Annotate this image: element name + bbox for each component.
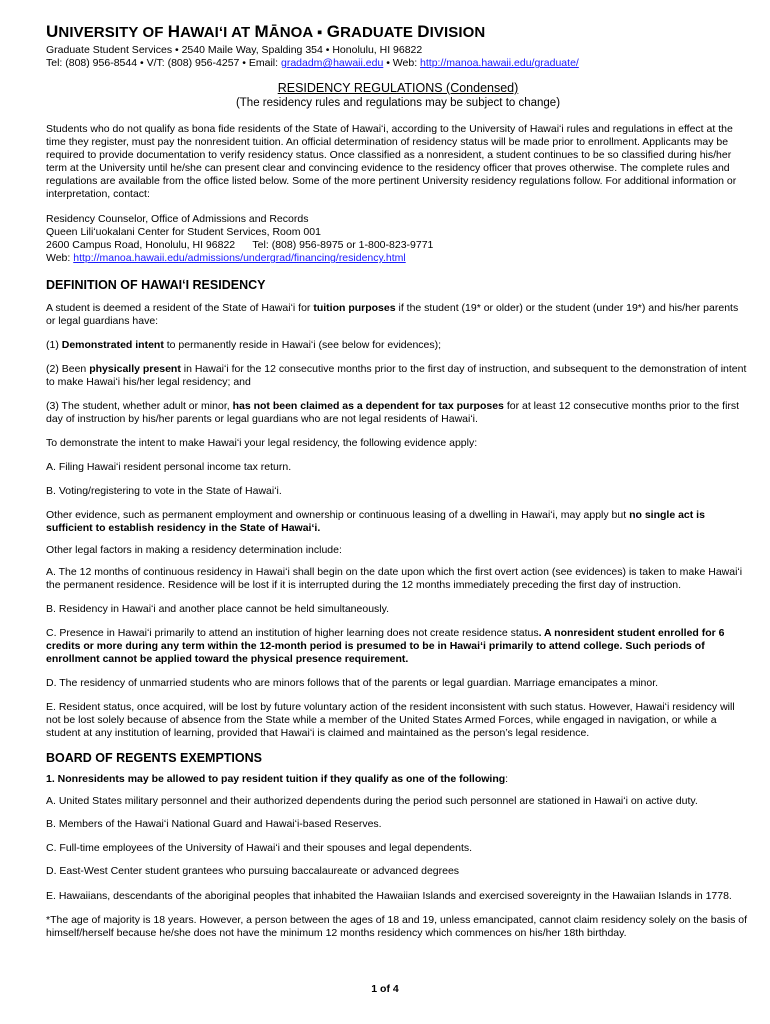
page-number: 1 of 4 <box>371 983 399 995</box>
exemption-e: E. Hawaiians, descendants of the aboriginal peoples that inhabited the Hawaiian Islands and exercised sovereignty in the Hawaiian Islands in 1778. <box>46 890 732 902</box>
exemption-intro: 1. Nonresidents may be allowed to pay resident tuition if they qualify as one of the following: <box>46 773 509 785</box>
criterion-1: (1) Demonstrated intent to permanently reside in Hawaiʻi (see below for evidences); <box>46 339 442 351</box>
exemption-a: A. United States military personnel and their authorized dependents during the period such personnel are stationed in Hawaiʻi on active duty. <box>46 795 698 807</box>
intro-paragraph: Students who do not qualify as bona fide residents of the State of Hawaiʻi, according to the University of Hawaiʻi rules and regulations in effect at the time they register, must pay the nonresident tuition. An official determination of residency status will be made prior to enrollment. Applicants may be required to provide documentation to verify residency status. Once classified as a nonresident, a student continues to be so classified during his/her term at the University until he/she can present clear and convincing evidence to the residency officer that proves otherwise. The complete rules and regulations are available from the office listed below. Some of the more pertinent University residency regulations follow. For additional information or interpretation, contact: <box>46 123 737 200</box>
other-evidence: Other evidence, such as permanent employment and ownership or continuous leasing of a dwelling in Hawaiʻi, may apply but no single act is sufficient to establish residency in the State of Hawaiʻi. <box>46 509 705 534</box>
factor-d: D. The residency of unmarried students who are minors follows that of the parents or legal guardian. Marriage emancipates a minor. <box>46 677 659 689</box>
factor-b: B. Residency in Hawaiʻi and another place cannot be held simultaneously. <box>46 603 390 615</box>
email-link[interactable]: gradadm@hawaii.edu <box>280 57 384 69</box>
evidence-b: B. Voting/registering to vote in the State of Hawaiʻi. <box>46 485 282 497</box>
exemption-c: C. Full-time employees of the University of Hawaiʻi and their spouses and legal dependents. <box>46 842 473 854</box>
counselor-contact: Residency Counselor, Office of Admissions and Records Queen Liliʻuokalani Center for Student Services, Room 001 2600 Campus Road, Honolulu, HI 96822 Tel: (808) 956-8975 or 1-800-823-9771 Web: http://manoa.hawaii.edu/admissions/undergrad/financing/residency.html <box>46 213 434 264</box>
definition-heading: DEFINITION OF HAWAIʻI RESIDENCY <box>46 278 266 292</box>
other-factors-intro: Other legal factors in making a residency determination include: <box>46 544 342 556</box>
factor-a: A. The 12 months of continuous residency in Hawaiʻi shall begin on the date upon which the first overt action (see evidences) is taken to make Hawaiʻi the permanent residence. Residence will be lost if it is interrupted during the 12 months immediately preceding the first day of instruction. <box>46 566 743 591</box>
factor-e: E. Resident status, once acquired, will be lost by future voluntary action of the resident inconsistent with such status. However, Hawaiʻi residency will not be lost solely because of absence from the State while a member of the United States Armed Forces, while engaged in navigation, or while a student at any institution of learning, provided that Hawaiʻi is claimed and maintained as the person’s legal residence. <box>46 701 735 739</box>
graduate-web-link[interactable]: http://manoa.hawaii.edu/graduate/ <box>420 57 579 69</box>
residency-web-link[interactable]: http://manoa.hawaii.edu/admissions/undergrad/financing/residency.html <box>73 252 406 264</box>
age-footnote: *The age of majority is 18 years. However, a person between the ages of 18 and 19, unless emancipated, cannot claim residency solely on the basis of himself/herself because he/she does not have the minimum 12 months residency which commences on his/her 18th birthday. <box>46 914 747 939</box>
criterion-3: (3) The student, whether adult or minor, has not been claimed as a dependent for tax purposes for at least 12 consecutive months prior to the first day of instruction by his/her parents or legal guardians who are not legal residents of Hawaiʻi. <box>46 400 740 425</box>
regents-heading: BOARD OF REGENTS EXEMPTIONS <box>46 751 262 765</box>
university-title: UNIVERSITY OF HAWAIʻI AT MĀNOA ▪ GRADUATE DIVISION <box>46 22 486 41</box>
contact-line: Tel: (808) 956-8544 • V/T: (808) 956-4257 • Email: gradadm@hawaii.edu • Web: http://manoa.hawaii.edu/graduate/ <box>46 57 579 69</box>
evidence-a: A. Filing Hawaiʻi resident personal income tax return. <box>46 461 292 473</box>
document-title: RESIDENCY REGULATIONS (Condensed) <box>277 81 519 95</box>
evidence-intro: To demonstrate the intent to make Hawaiʻi your legal residency, the following evidence apply: <box>46 437 478 449</box>
definition-paragraph: A student is deemed a resident of the State of Hawaiʻi for tuition purposes if the student (19* or older) or the student (under 19*) and his/her parents or legal guardians have: <box>46 302 739 327</box>
factor-c: C. Presence in Hawaiʻi primarily to attend an institution of higher learning does not create residence status. A nonresident student enrolled for 6 credits or more during any term within the 12-month period is presumed to be in Hawaiʻi primarily to attend college. Such periods of enrollment cannot be applied toward the physical presence requirement. <box>46 627 725 665</box>
criterion-2: (2) Been physically present in Hawaiʻi for the 12 consecutive months prior to the first day of instruction, and subsequent to the demonstration of intent to make Hawaiʻi his/her legal residency; and <box>46 363 747 388</box>
document-page <box>46 22 750 940</box>
exemption-b: B. Members of the Hawaiʻi National Guard and Hawaiʻi-based Reserves. <box>46 818 382 830</box>
exemption-d: D. East-West Center student grantees who pursuing baccalaureate or advanced degrees <box>46 865 460 877</box>
address-line: Graduate Student Services • 2540 Maile Way, Spalding 354 • Honolulu, HI 96822 <box>46 44 423 56</box>
document-subtitle: (The residency rules and regulations may be subject to change) <box>235 97 561 109</box>
